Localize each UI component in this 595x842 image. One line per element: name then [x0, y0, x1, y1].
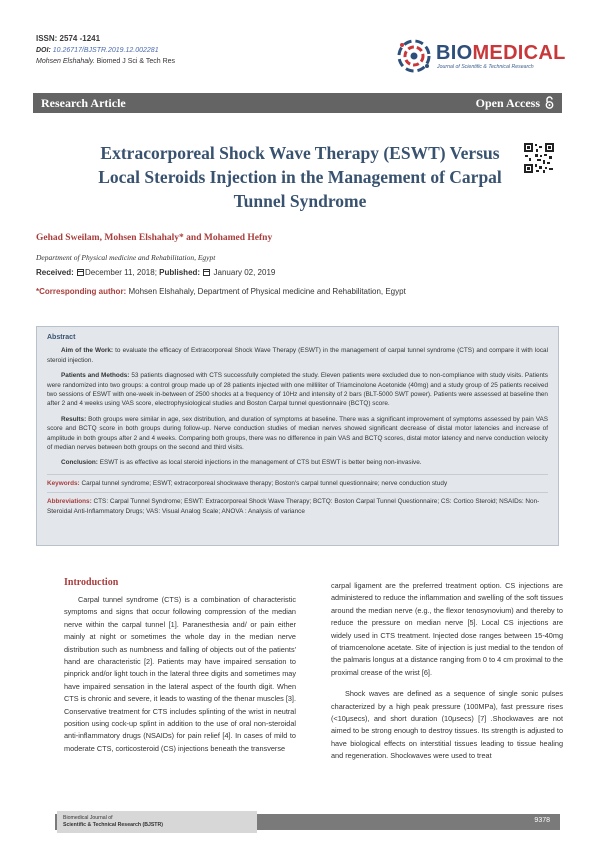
page-footer: [55, 814, 560, 830]
logo-brand: BIOMEDICAL: [436, 42, 566, 64]
journal-logo: [394, 36, 564, 76]
article-type: Research Article: [41, 96, 126, 110]
abbreviations: Abbreviations: CTS: Carpal Tunnel Syndrome; ESWT: Extracorporeal Shock Wave Therapy; BCTQ: Boston Carpal Tunnel Questionnaire; CS: Cortico Steroid; NSAIDs: Non-Steroidal Anti-Inflammatory Drugs; VAS: Visual Analog Scale; ANOVA : Analysis of variance: [47, 492, 548, 516]
body-column-right: [331, 580, 563, 772]
issn: ISSN: 2574 -1241: [36, 34, 101, 43]
received-date: December 11, 2018;: [85, 268, 157, 277]
open-access-label: Open Access: [476, 96, 554, 111]
abstract-heading: Abstract: [47, 334, 76, 341]
body-column-left: [64, 594, 296, 764]
dates-line: [36, 268, 275, 277]
article-title: Extracorporeal Shock Wave Therapy (ESWT) Versus Local Steroids Injection in the Management of Carpal Tunnel Syndrome: [98, 143, 502, 211]
article-type-banner: [33, 93, 562, 113]
intro-paragraph: carpal ligament are the preferred treatment option. CS injections are administered to reduce the inflammation and swelling of the soft tissues around the median nerve (e.g., the flexor tenosynovium) and thereby to reduce the pressure on median nerve [5]. Local CS injections are widely used in CTS treatment. Injected dose ranges between 15-40mg of triamcenolone acetate. Site of injection is just medial to the tendon of the palmaris longus at a distance ranging from 0 to 4 cm proximal to the proximal crease of the wrist [6].: [331, 581, 563, 677]
doi-line: [36, 45, 175, 57]
affiliation: Department of Physical medicine and Rehabilitation, Egypt: [36, 253, 216, 262]
calendar-icon: [77, 269, 84, 276]
doi-link[interactable]: 10.26717/BJSTR.2019.12.002281: [52, 46, 159, 54]
calendar-icon: [203, 269, 210, 276]
corresponding-label: *Corresponding author:: [36, 287, 127, 296]
abstract-conclusion: Conclusion: ESWT is as effective as local steroid injections in the management of CTS but ESWT is better being non-invasive.: [61, 459, 422, 467]
corresponding-text: Mohsen Elshahaly, Department of Physical medicine and Rehabilitation, Egypt: [128, 287, 406, 296]
footer-journal: Biomedical Journal of Scientific & Technical Research (BJSTR): [57, 811, 257, 833]
doi-label: DOI:: [36, 46, 51, 54]
open-access-lock-icon: [545, 96, 554, 109]
abstract-results: Results: Both groups were similar in age, sex distribution, and duration of symptoms at baseline. There was a significant improvement of symptoms assessed by pain VAS score and BCTQ score in both groups during follow-up. Nerve conduction studies of median nerves showed significant decrease of distal motor latencies and increase of amplitude in both groups after 2 and 4 weeks. Comparing both groups, there was no difference in pain VAS and BCTQ scores, distal motor latency and nerve conduction velocity of median nerves between both groups on the second and third visits.: [47, 415, 549, 452]
intro-paragraph: Carpal tunnel syndrome (CTS) is a combination of characteristic symptoms and signs that occur following compression of the median nerve within the carpal tunnel [1]. Paranesthesia and/ or pain either mainly at night or sometimes the whole day in the median nerve distribution such as numbness and falling of objects out of the patients' hand are characteristic [2]. Patients may have impaired sensation to pinprick and/or light touch in the lateral three digits and sometimes may have impaired sensation in the lateral aspect of the fourth digit. When CTS is chronic and severe, it leads to wasting of the thenar muscles [3]. Conservative treatment for CTS includes splinting of the wrist in neutral position using cock-up splint in addition to the use of oral non-steroidal anti-inflammatory drugs (NSAIDs) for pain relief [4]. In cases of mild to moderate CTS, corticosteroid (CS) injections beneath the transverse: [64, 595, 296, 753]
logo-tagline: Journal of Scientific & Technical Research: [437, 64, 534, 70]
corresponding-author: [36, 287, 406, 296]
received-label: Received:: [36, 268, 74, 277]
biomedical-logo-icon: [394, 36, 434, 76]
citation-line: [36, 56, 175, 68]
abstract-box: [36, 326, 559, 546]
abstract-aim: Aim of the Work: to evaluate the efficacy of Extracorporeal Shock Wave Therapy (ESWT) in the management of carpal tunnel syndrome (CTS) and compare it with local steroid injection.: [47, 347, 548, 364]
citation-journal: Biomed J Sci & Tech Res: [96, 58, 176, 65]
qr-code-icon[interactable]: [523, 142, 555, 174]
section-heading-introduction: Introduction: [64, 577, 119, 588]
abstract-methods: Patients and Methods: 53 patients diagnosed with CTS successfully completed the study. Eleven patients were excluded due to non-compliance with study visits. Patients were randomized into two groups: a control group made up of 28 patients injected with one milliliter of Triamcinolone Acetonide (40mg) and a study group of 25 patients received two sessions of ESWT with one-week in-between of 2500 shocks at a frequency of 10Hz and intensity of 2 bars (BLT-5000 SWT power). Patients were assessed at baseline then after 2 and 4 weeks using VAS score, electrophysiological studies and Boston Carpal tunnel questionnaire (BCTQ) score.: [47, 372, 548, 408]
intro-paragraph: Shock waves are defined as a sequence of single sonic pulses characterized by a high peak pressure (100MPa), fast pressure rises (<10μsecs), and short duration (10μsecs) [7] .Shockwaves are not aimed to be strong enough to destroy tissues. Its strength is adjusted to have biological effects on interstitial tissues leading to tissue healing and regeneration. Shockwaves were used to treat: [331, 689, 563, 761]
citation-author: Mohsen Elshahaly.: [36, 58, 95, 65]
published-label: Published:: [159, 268, 201, 277]
article-meta: [36, 33, 175, 68]
authors: Gehad Sweilam, Mohsen Elshahaly* and Mohamed Hefny: [36, 233, 273, 243]
published-date: January 02, 2019: [213, 268, 276, 277]
page-number: 9378: [534, 817, 550, 824]
keywords: Keywords: Carpal tunnel syndrome; ESWT; extracorporeal shockwave therapy; Boston's carpal tunnel questionnaire; nerve conduction study: [47, 474, 548, 488]
